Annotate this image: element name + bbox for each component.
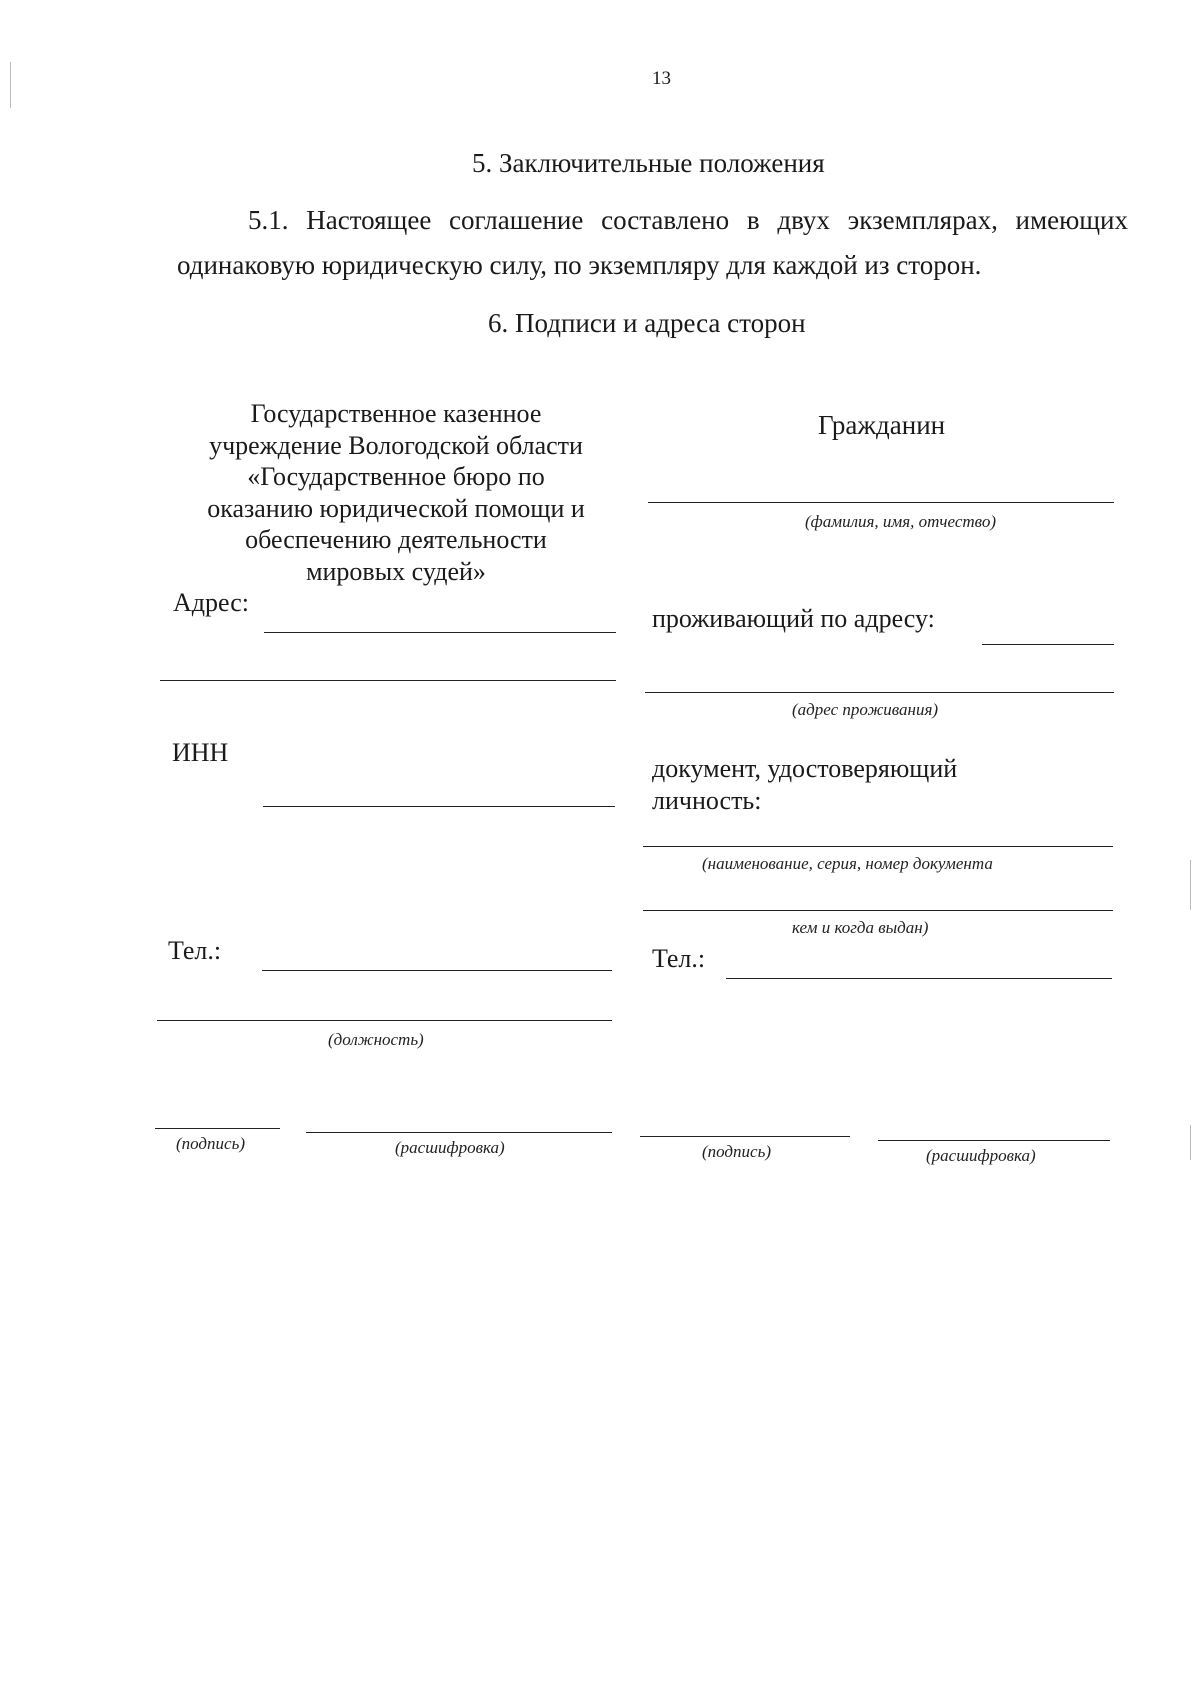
left-decoding-field[interactable] [306,1132,612,1133]
right-signature-caption: (подпись) [702,1142,771,1161]
right-signature-field[interactable] [640,1136,850,1137]
organization-name [155,398,637,587]
position-caption: (должность) [328,1030,424,1049]
residing-label: проживающий по адресу: [652,604,935,633]
right-decoding-caption: (расшифровка) [926,1146,1036,1165]
page-number: 13 [652,68,671,89]
clause-5-1-line-2: одинаковую юридическую силу, по экземпляру для каждой из сторон. [177,250,982,280]
id-document-label-line-1: документ, удостоверяющий [652,754,958,783]
right-decoding-field[interactable] [878,1140,1110,1141]
citizen-label: Гражданин [818,410,946,440]
left-signature-field[interactable] [155,1128,280,1129]
issued-caption: кем и когда выдан) [792,918,929,937]
residence-field[interactable] [645,692,1114,693]
position-field[interactable] [157,1020,612,1021]
left-phone-field[interactable] [262,970,612,971]
organization-name-line: «Государственное бюро по [247,462,545,491]
organization-name-line: оказанию юридической помощи и [207,493,585,523]
document-caption: (наименование, серия, номер документа [702,854,993,873]
organization-name-line: обеспечению деятельности [245,525,547,554]
inn-label: ИНН [172,738,229,767]
residence-field-start[interactable] [982,644,1114,645]
id-document-field[interactable] [643,846,1113,847]
scan-edge-mark [1190,1125,1191,1160]
address-field-continued[interactable] [160,680,616,681]
residence-caption: (адрес проживания) [792,700,939,719]
scan-edge-mark [1190,860,1191,910]
organization-name-line: Государственное казенное [250,399,542,428]
scan-edge-mark [10,62,11,108]
full-name-caption: (фамилия, имя, отчество) [805,512,996,531]
right-phone-label: Тел.: [652,944,706,973]
section-5-heading: 5. Заключительные положения [472,148,825,178]
citizen-name-field[interactable] [648,502,1114,503]
right-phone-field[interactable] [726,978,1112,979]
address-label: Адрес: [173,588,249,617]
organization-name-line: мировых судей» [306,556,486,586]
id-document-label-line-2: личность: [652,786,762,815]
issued-by-field[interactable] [643,910,1113,911]
organization-name-line: учреждение Вологодской области [209,430,583,460]
left-decoding-caption: (расшифровка) [395,1138,505,1157]
address-field[interactable] [264,632,616,633]
inn-field[interactable] [263,806,615,807]
clause-5-1-line-1: 5.1. Настоящее соглашение составлено в двух экземплярах, имеющих [248,205,1128,235]
section-6-heading: 6. Подписи и адреса сторон [488,308,806,338]
left-phone-label: Тел.: [168,936,222,965]
left-signature-caption: (подпись) [176,1134,245,1153]
